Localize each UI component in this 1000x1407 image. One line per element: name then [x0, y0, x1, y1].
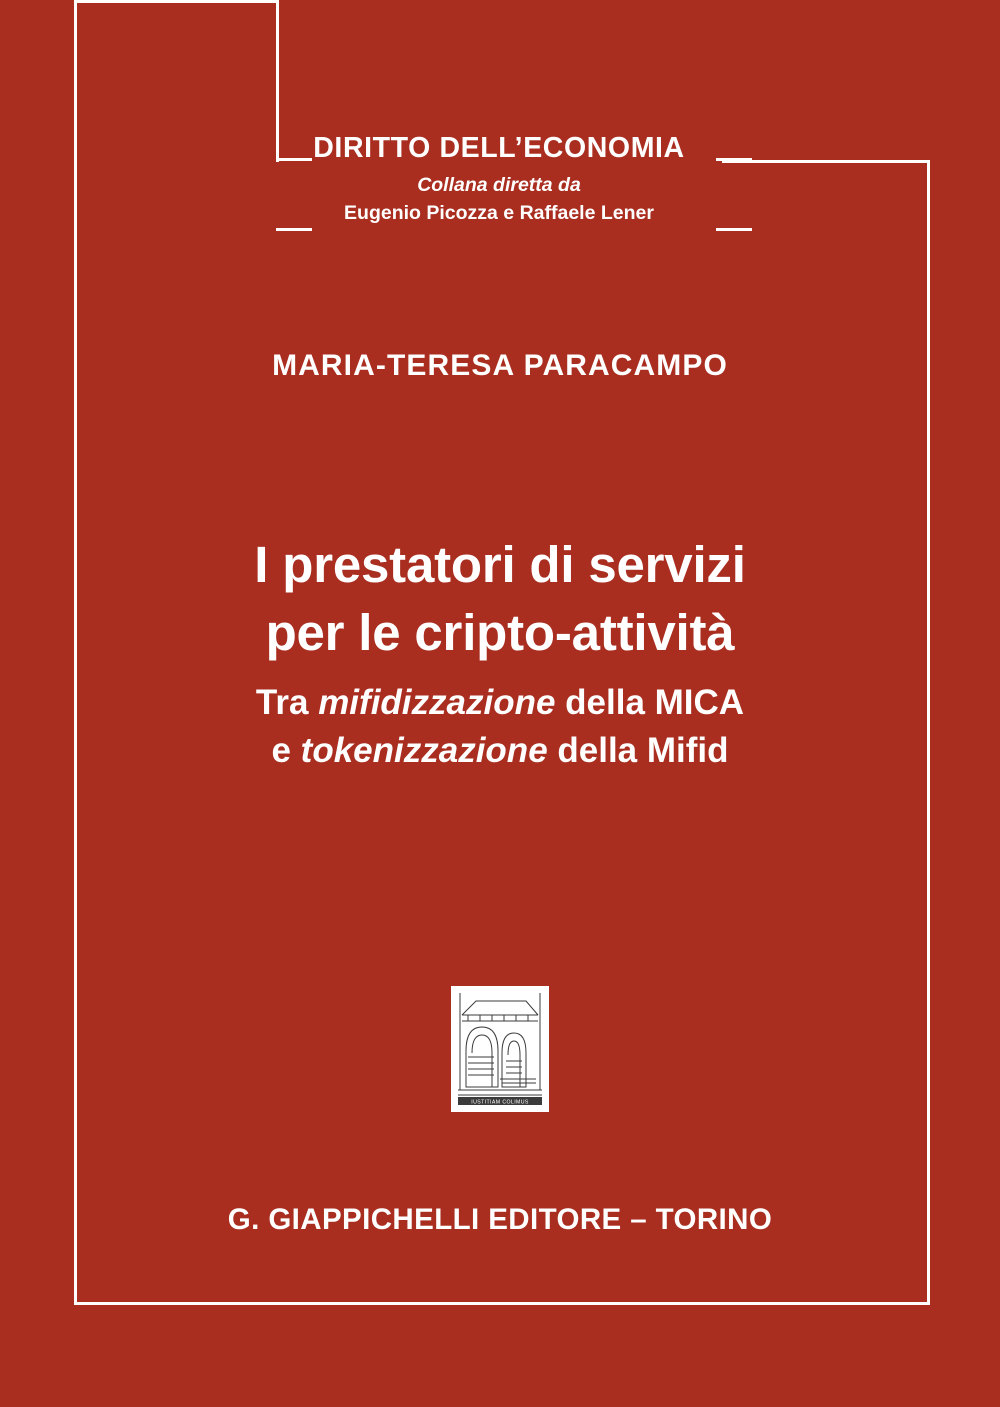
subtitle-1-emphasis: mifidizzazione: [318, 683, 556, 722]
series-block: [279, 132, 719, 226]
svg-text:IUSTITIAM COLIMUS: IUSTITIAM COLIMUS: [471, 1099, 529, 1106]
series-rule-right: [716, 158, 752, 161]
series-rule-right-lower: [716, 228, 752, 231]
series-rule-left-lower: [276, 228, 312, 231]
book-subtitle: [0, 679, 1000, 776]
publisher-name: G. GIAPPICHELLI EDITORE – TORINO: [227, 1203, 773, 1236]
subtitle-1-pre: Tra: [255, 683, 319, 722]
subtitle-1-post: della MICA: [555, 683, 745, 722]
author-name: MARIA-TERESA PARACAMPO: [272, 349, 728, 382]
frame-line-top-right: [722, 160, 930, 163]
book-title-line-2: per le cripto-attività: [265, 603, 735, 661]
frame-line-top-left: [74, 0, 279, 3]
series-directed-by-label: Collana diretta da: [417, 173, 581, 196]
frame-line-bottom: [74, 1302, 930, 1305]
series-directors: Eugenio Picozza e Raffaele Lener: [344, 202, 654, 225]
subtitle-2-pre: e: [271, 731, 301, 771]
book-title: [0, 531, 1000, 667]
book-subtitle-line-1: [0, 679, 1000, 727]
publisher-logo: [451, 986, 549, 1112]
series-title: DIRITTO DELL’ECONOMIA: [313, 132, 685, 164]
subtitle-2-emphasis: tokenizzazione: [300, 731, 548, 771]
book-subtitle-line-2: [0, 727, 1000, 775]
book-title-line-1: I prestatori di servizi: [254, 536, 746, 593]
publisher-logo-engraving-icon: [456, 991, 544, 1107]
subtitle-2-post: della Mifid: [547, 731, 729, 771]
